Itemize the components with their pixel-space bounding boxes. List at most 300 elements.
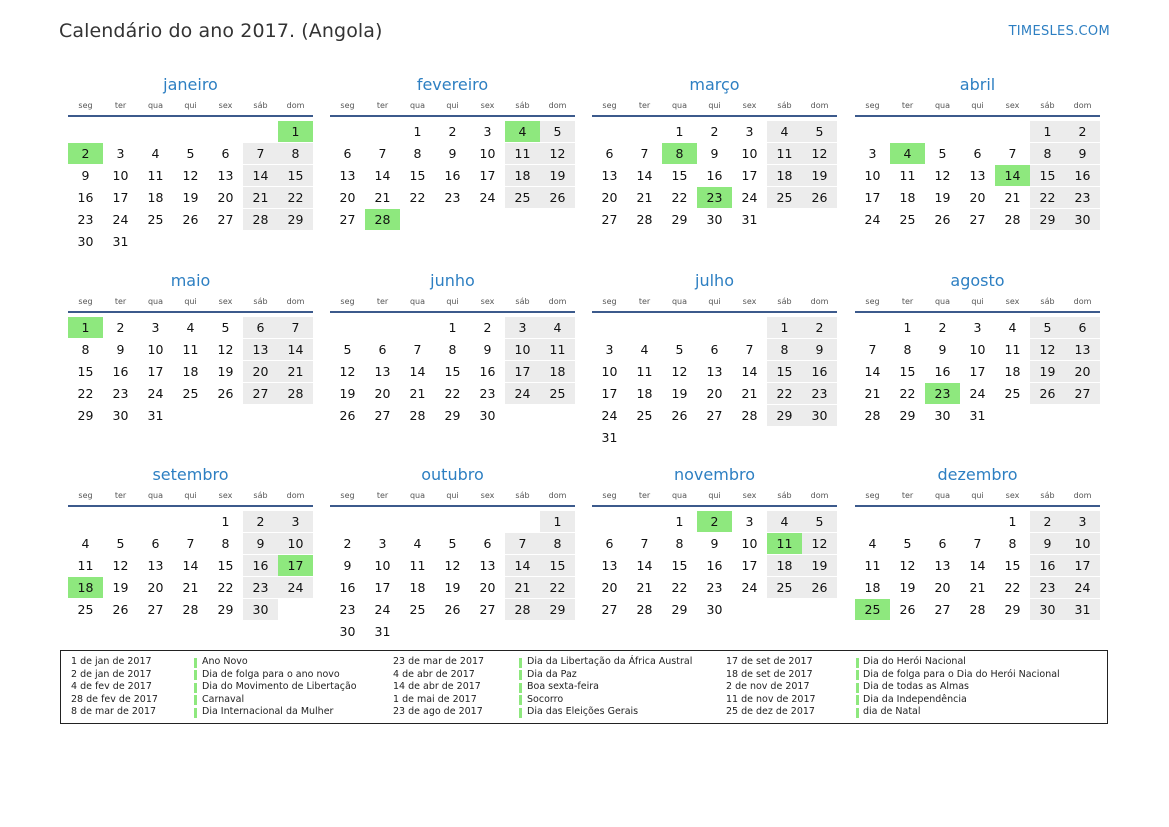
day-cell: 3: [745, 514, 754, 529]
weekday-header: dom: [810, 491, 829, 500]
day-cell: 7: [413, 342, 422, 357]
weekday-header: ter: [114, 491, 127, 500]
weekday-header: sex: [1005, 101, 1020, 110]
day-cell: 14: [636, 558, 653, 573]
day-cell: 26: [899, 602, 916, 617]
day-cell: 8: [675, 536, 684, 551]
day-cell: 15: [671, 558, 688, 573]
day-cell: 28: [505, 599, 540, 620]
day-cell: 28: [182, 602, 199, 617]
day-cell: 6: [378, 342, 387, 357]
day-cell: 5: [802, 511, 837, 532]
holiday-day-cell: 17: [278, 555, 313, 576]
legend-date: 4 de abr de 2017: [393, 668, 475, 680]
day-cell: 5: [938, 146, 947, 161]
weekday-header: dom: [1073, 491, 1092, 500]
day-cell: 15: [278, 165, 313, 186]
weekday-header: qua: [671, 491, 688, 500]
weekday-header: qua: [671, 101, 688, 110]
holiday-day-cell: 4: [505, 121, 540, 142]
weekday-header: qui: [184, 297, 197, 306]
day-cell: 2: [1065, 121, 1100, 142]
month-name: abril: [959, 75, 996, 94]
holiday-day-cell: 1: [278, 121, 313, 142]
holiday-day-cell: 11: [767, 533, 802, 554]
day-cell: 17: [505, 361, 540, 382]
day-cell: 24: [505, 383, 540, 404]
day-cell: 9: [938, 342, 947, 357]
weekday-header: sex: [480, 101, 495, 110]
month-divider: [330, 505, 575, 507]
day-cell: 10: [1065, 533, 1100, 554]
day-cell: 21: [636, 580, 653, 595]
day-cell: 23: [444, 190, 461, 205]
day-cell: 24: [864, 212, 881, 227]
day-cell: 11: [636, 364, 653, 379]
day-cell: 21: [636, 190, 653, 205]
holiday-day-cell: 18: [68, 577, 103, 598]
day-cell: 7: [278, 317, 313, 338]
day-cell: 19: [339, 386, 356, 401]
day-cell: 18: [1004, 364, 1021, 379]
day-cell: 18: [767, 555, 802, 576]
day-cell: 11: [147, 168, 164, 183]
day-cell: 15: [767, 361, 802, 382]
day-cell: 11: [1004, 342, 1021, 357]
day-cell: 3: [745, 124, 754, 139]
day-cell: 10: [864, 168, 881, 183]
day-cell: 12: [671, 364, 688, 379]
weekday-header: dom: [1073, 101, 1092, 110]
day-cell: 11: [899, 168, 916, 183]
day-cell: 28: [278, 383, 313, 404]
day-cell: 8: [1030, 143, 1065, 164]
day-cell: 19: [671, 386, 688, 401]
weekday-header: sáb: [515, 297, 530, 306]
weekday-header: qui: [708, 491, 721, 500]
weekday-header: ter: [114, 101, 127, 110]
day-cell: 24: [479, 190, 496, 205]
day-cell: 19: [1030, 361, 1065, 382]
month-name: julho: [695, 271, 734, 290]
legend-marker: [194, 683, 197, 693]
weekday-header: seg: [602, 297, 617, 306]
weekday-header: qua: [934, 297, 951, 306]
day-cell: 20: [601, 580, 618, 595]
weekday-header: sáb: [777, 297, 792, 306]
month-divider: [68, 505, 313, 507]
day-cell: 5: [540, 121, 575, 142]
day-cell: 23: [802, 383, 837, 404]
day-cell: 28: [1004, 212, 1021, 227]
day-cell: 13: [601, 558, 618, 573]
weekday-header: sáb: [253, 101, 268, 110]
day-cell: 20: [934, 580, 951, 595]
day-cell: 27: [601, 212, 618, 227]
day-cell: 3: [278, 511, 313, 532]
day-cell: 3: [973, 320, 982, 335]
month-divider: [855, 311, 1100, 313]
legend-date: 2 de jan de 2017: [71, 668, 152, 680]
day-cell: 23: [479, 386, 496, 401]
day-cell: 14: [409, 364, 426, 379]
day-cell: 17: [601, 386, 618, 401]
weekday-header: dom: [286, 297, 305, 306]
legend-holiday-name: Dia do Movimento de Libertação: [202, 681, 357, 692]
legend-date: 11 de nov de 2017: [726, 693, 816, 705]
day-cell: 22: [899, 386, 916, 401]
day-cell: 5: [221, 320, 230, 335]
weekday-header: sáb: [253, 491, 268, 500]
day-cell: 25: [182, 386, 199, 401]
weekday-header: ter: [638, 491, 651, 500]
day-cell: 8: [540, 533, 575, 554]
weekday-header: ter: [638, 297, 651, 306]
day-cell: 29: [1030, 209, 1065, 230]
day-cell: 5: [1030, 317, 1065, 338]
weekday-header: sex: [1005, 491, 1020, 500]
day-cell: 29: [217, 602, 234, 617]
day-cell: 7: [1008, 146, 1017, 161]
day-cell: 12: [802, 143, 837, 164]
day-cell: 18: [147, 190, 164, 205]
day-cell: 13: [374, 364, 391, 379]
day-cell: 10: [741, 536, 758, 551]
weekday-header: dom: [1073, 297, 1092, 306]
day-cell: 10: [505, 339, 540, 360]
day-cell: 31: [147, 408, 164, 423]
day-cell: 13: [243, 339, 278, 360]
day-cell: 12: [444, 558, 461, 573]
day-cell: 20: [706, 386, 723, 401]
day-cell: 30: [1065, 209, 1100, 230]
day-cell: 1: [1008, 514, 1017, 529]
day-cell: 1: [675, 124, 684, 139]
weekday-header: sáb: [515, 101, 530, 110]
day-cell: 8: [767, 339, 802, 360]
holiday-legend: [60, 650, 1108, 724]
day-cell: 15: [77, 364, 94, 379]
day-cell: 13: [706, 364, 723, 379]
weekday-header: qui: [184, 101, 197, 110]
day-cell: 25: [767, 577, 802, 598]
day-cell: 23: [339, 602, 356, 617]
day-cell: 26: [444, 602, 461, 617]
day-cell: 6: [151, 536, 160, 551]
day-cell: 9: [343, 558, 352, 573]
day-cell: 30: [706, 212, 723, 227]
day-cell: 28: [741, 408, 758, 423]
day-cell: 2: [1030, 511, 1065, 532]
day-cell: 2: [483, 320, 492, 335]
legend-date: 25 de dez de 2017: [726, 706, 815, 717]
holiday-day-cell: 25: [855, 599, 890, 620]
month-name: outubro: [421, 465, 484, 484]
day-cell: 1: [1030, 121, 1065, 142]
weekday-header: ter: [376, 491, 389, 500]
day-cell: 14: [741, 364, 758, 379]
weekday-header: dom: [810, 101, 829, 110]
day-cell: 24: [969, 386, 986, 401]
day-cell: 6: [221, 146, 230, 161]
day-cell: 2: [448, 124, 457, 139]
day-cell: 7: [186, 536, 195, 551]
day-cell: 26: [802, 187, 837, 208]
day-cell: 17: [969, 364, 986, 379]
day-cell: 24: [741, 190, 758, 205]
day-cell: 10: [278, 533, 313, 554]
day-cell: 16: [339, 580, 356, 595]
month-divider: [68, 115, 313, 117]
legend-holiday-name: Carnaval: [202, 693, 245, 705]
holiday-day-cell: 2: [68, 143, 103, 164]
month-divider: [330, 311, 575, 313]
day-cell: 14: [278, 339, 313, 360]
day-cell: 24: [1065, 577, 1100, 598]
day-cell: 30: [112, 408, 129, 423]
weekday-header: dom: [286, 491, 305, 500]
day-cell: 30: [934, 408, 951, 423]
day-cell: 7: [745, 342, 754, 357]
day-cell: 6: [973, 146, 982, 161]
day-cell: 8: [448, 342, 457, 357]
day-cell: 21: [243, 187, 278, 208]
day-cell: 25: [540, 383, 575, 404]
day-cell: 24: [374, 602, 391, 617]
month-name: novembro: [674, 465, 755, 484]
day-cell: 19: [802, 555, 837, 576]
weekday-header: sáb: [515, 491, 530, 500]
day-cell: 20: [601, 190, 618, 205]
day-cell: 6: [710, 342, 719, 357]
legend-holiday-name: Dia de folga para o Dia do Herói Nacional: [863, 668, 1060, 680]
day-cell: 25: [1004, 386, 1021, 401]
day-cell: 13: [339, 168, 356, 183]
day-cell: 22: [409, 190, 426, 205]
day-cell: 22: [767, 383, 802, 404]
legend-date: 1 de jan de 2017: [71, 656, 152, 667]
month-divider: [592, 311, 837, 313]
day-cell: 20: [969, 190, 986, 205]
holiday-day-cell: 28: [365, 209, 400, 230]
day-cell: 24: [112, 212, 129, 227]
day-cell: 3: [483, 124, 492, 139]
weekday-header: qua: [409, 491, 426, 500]
day-cell: 30: [243, 599, 278, 620]
day-cell: 25: [899, 212, 916, 227]
day-cell: 15: [1004, 558, 1021, 573]
day-cell: 4: [868, 536, 877, 551]
day-cell: 28: [864, 408, 881, 423]
day-cell: 18: [864, 580, 881, 595]
legend-holiday-name: Dia Internacional da Mulher: [202, 706, 334, 717]
day-cell: 29: [767, 405, 802, 426]
day-cell: 24: [601, 408, 618, 423]
day-cell: 26: [182, 212, 199, 227]
legend-marker: [519, 683, 522, 693]
day-cell: 22: [444, 386, 461, 401]
brand-link[interactable]: TIMESLES.COM: [1008, 24, 1110, 39]
legend-date: 17 de set de 2017: [726, 656, 813, 667]
legend-date: 28 de fev de 2017: [71, 693, 158, 705]
day-cell: 4: [186, 320, 195, 335]
day-cell: 20: [217, 190, 234, 205]
day-cell: 18: [182, 364, 199, 379]
month-divider: [592, 505, 837, 507]
day-cell: 23: [243, 577, 278, 598]
legend-date: 2 de nov de 2017: [726, 681, 810, 692]
day-cell: 13: [934, 558, 951, 573]
weekday-header: ter: [901, 491, 914, 500]
weekday-header: seg: [340, 101, 355, 110]
day-cell: 17: [374, 580, 391, 595]
day-cell: 28: [409, 408, 426, 423]
day-cell: 24: [147, 386, 164, 401]
day-cell: 16: [77, 190, 94, 205]
day-cell: 15: [444, 364, 461, 379]
day-cell: 14: [243, 165, 278, 186]
day-cell: 6: [243, 317, 278, 338]
weekday-header: dom: [286, 101, 305, 110]
weekday-header: ter: [376, 101, 389, 110]
day-cell: 30: [479, 408, 496, 423]
weekday-header: sáb: [1040, 491, 1055, 500]
day-cell: 25: [636, 408, 653, 423]
day-cell: 25: [147, 212, 164, 227]
day-cell: 19: [899, 580, 916, 595]
weekday-header: seg: [340, 491, 355, 500]
day-cell: 6: [343, 146, 352, 161]
day-cell: 2: [710, 124, 719, 139]
day-cell: 27: [243, 383, 278, 404]
day-cell: 3: [868, 146, 877, 161]
day-cell: 13: [217, 168, 234, 183]
day-cell: 6: [605, 536, 614, 551]
day-cell: 9: [448, 146, 457, 161]
day-cell: 16: [444, 168, 461, 183]
day-cell: 24: [741, 580, 758, 595]
legend-marker: [194, 695, 197, 705]
legend-marker: [519, 695, 522, 705]
legend-date: 8 de mar de 2017: [71, 706, 157, 717]
day-cell: 17: [147, 364, 164, 379]
day-cell: 26: [802, 577, 837, 598]
month-divider: [592, 115, 837, 117]
day-cell: 29: [899, 408, 916, 423]
day-cell: 8: [81, 342, 90, 357]
day-cell: 10: [969, 342, 986, 357]
day-cell: 27: [1065, 383, 1100, 404]
day-cell: 13: [147, 558, 164, 573]
day-cell: 22: [77, 386, 94, 401]
month-name: fevereiro: [416, 75, 489, 94]
day-cell: 27: [601, 602, 618, 617]
day-cell: 20: [479, 580, 496, 595]
day-cell: 11: [864, 558, 881, 573]
day-cell: 11: [77, 558, 94, 573]
legend-marker: [856, 670, 859, 680]
day-cell: 15: [540, 555, 575, 576]
day-cell: 8: [278, 143, 313, 164]
month-divider: [68, 311, 313, 313]
weekday-header: qui: [708, 101, 721, 110]
legend-marker: [194, 658, 197, 668]
day-cell: 3: [151, 320, 160, 335]
day-cell: 9: [802, 339, 837, 360]
day-cell: 21: [505, 577, 540, 598]
day-cell: 12: [339, 364, 356, 379]
day-cell: 11: [767, 143, 802, 164]
day-cell: 1: [767, 317, 802, 338]
day-cell: 27: [339, 212, 356, 227]
day-cell: 2: [243, 511, 278, 532]
day-cell: 30: [77, 234, 94, 249]
day-cell: 4: [767, 121, 802, 142]
day-cell: 12: [182, 168, 199, 183]
day-cell: 16: [1030, 555, 1065, 576]
weekday-header: qui: [971, 491, 984, 500]
weekday-header: ter: [638, 101, 651, 110]
weekday-header: qua: [934, 101, 951, 110]
weekday-header: sex: [218, 297, 233, 306]
day-cell: 31: [112, 234, 129, 249]
day-cell: 25: [767, 187, 802, 208]
day-cell: 26: [217, 386, 234, 401]
day-cell: 20: [147, 580, 164, 595]
day-cell: 4: [1008, 320, 1017, 335]
day-cell: 3: [505, 317, 540, 338]
day-cell: 22: [540, 577, 575, 598]
day-cell: 9: [243, 533, 278, 554]
day-cell: 8: [413, 146, 422, 161]
holiday-day-cell: 8: [662, 143, 697, 164]
legend-marker: [519, 670, 522, 680]
weekday-header: sáb: [1040, 297, 1055, 306]
day-cell: 9: [116, 342, 125, 357]
day-cell: 22: [671, 580, 688, 595]
day-cell: 26: [540, 187, 575, 208]
day-cell: 18: [540, 361, 575, 382]
day-cell: 8: [903, 342, 912, 357]
legend-date: 23 de mar de 2017: [393, 656, 485, 667]
day-cell: 1: [540, 511, 575, 532]
day-cell: 12: [540, 143, 575, 164]
day-cell: 27: [217, 212, 234, 227]
weekday-header: seg: [340, 297, 355, 306]
weekday-header: sex: [1005, 297, 1020, 306]
weekday-header: qui: [184, 491, 197, 500]
weekday-header: qua: [671, 297, 688, 306]
day-cell: 1: [675, 514, 684, 529]
day-cell: 30: [1030, 599, 1065, 620]
holiday-day-cell: 1: [68, 317, 103, 338]
day-cell: 30: [339, 624, 356, 639]
day-cell: 4: [81, 536, 90, 551]
legend-date: 23 de ago de 2017: [393, 706, 483, 717]
day-cell: 29: [671, 602, 688, 617]
weekday-header: seg: [602, 101, 617, 110]
day-cell: 29: [671, 212, 688, 227]
day-cell: 3: [116, 146, 125, 161]
day-cell: 1: [413, 124, 422, 139]
weekday-header: qui: [971, 297, 984, 306]
legend-holiday-name: Dia da Libertação da África Austral: [527, 656, 693, 667]
weekday-header: dom: [548, 101, 567, 110]
legend-marker: [519, 658, 522, 668]
day-cell: 22: [1004, 580, 1021, 595]
day-cell: 4: [767, 511, 802, 532]
month-name: setembro: [152, 465, 229, 484]
